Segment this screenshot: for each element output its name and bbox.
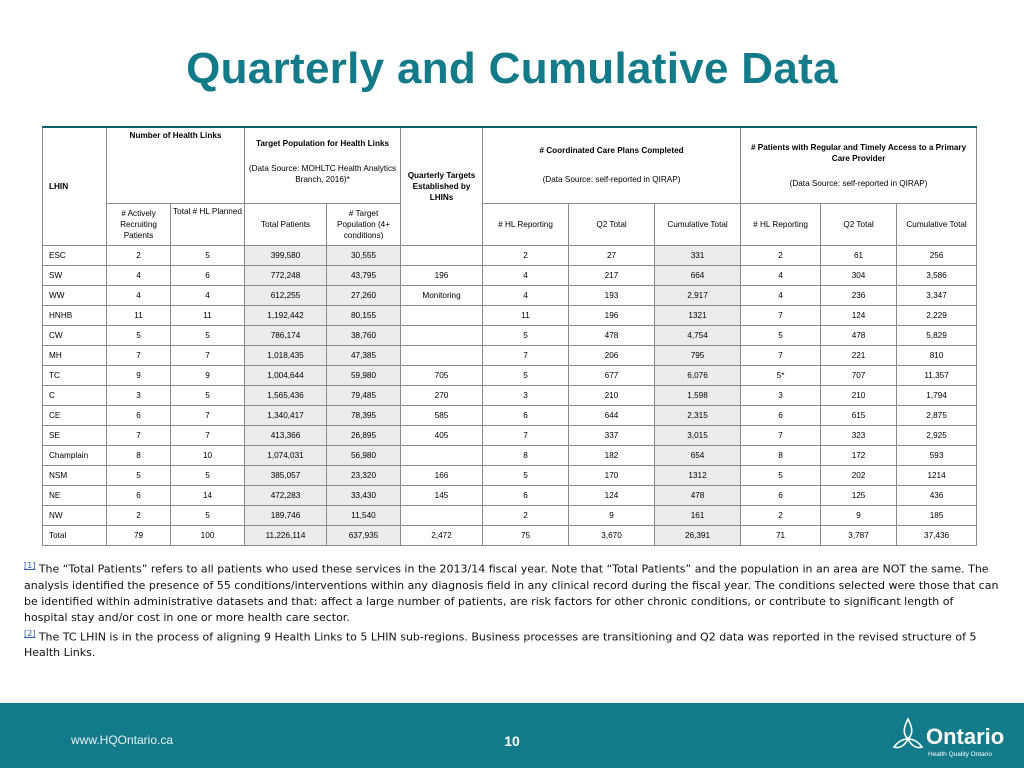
- cell-planned: 6: [171, 265, 245, 285]
- cell-active: 11: [107, 305, 171, 325]
- footnote-1-ref[interactable]: [1]: [24, 561, 36, 570]
- cell-ccp-hl: 7: [483, 345, 569, 365]
- cell-acc-cum: 436: [897, 485, 977, 505]
- cell-planned: 5: [171, 465, 245, 485]
- cell-ccp-hl: 2: [483, 245, 569, 265]
- cell-ccp-cum: 1,598: [655, 385, 741, 405]
- table-row: [43, 385, 977, 405]
- cell-ccp-cum: 6,076: [655, 365, 741, 385]
- footnote-2-ref[interactable]: [2]: [24, 628, 36, 638]
- cell-ccp-hl: 3: [483, 385, 569, 405]
- cell-acc-hl: 4: [741, 285, 821, 305]
- table-row: [43, 505, 977, 525]
- cell-ccp-hl: 7: [483, 425, 569, 445]
- cell-acc-cum: 1214: [897, 465, 977, 485]
- cell-quarterly: 270: [401, 385, 483, 405]
- cell-ccp-hl: 6: [483, 405, 569, 425]
- cell-acc-cum: 5,829: [897, 325, 977, 345]
- cell-target-pop: 30,555: [327, 245, 401, 265]
- cell-quarterly: [401, 325, 483, 345]
- cell-active: 8: [107, 445, 171, 465]
- cell-target-pop: 79,485: [327, 385, 401, 405]
- cell-ccp-q2: 206: [569, 345, 655, 365]
- cell-acc-q2: 478: [821, 325, 897, 345]
- cell-acc-cum: 37,436: [897, 525, 977, 545]
- cell-acc-hl: 2: [741, 245, 821, 265]
- cell-active: 5: [107, 325, 171, 345]
- cell-target-pop: 80,155: [327, 305, 401, 325]
- table-row: [43, 345, 977, 365]
- cell-target-pop: 47,385: [327, 345, 401, 365]
- cell-quarterly: [401, 245, 483, 265]
- cell-active: 4: [107, 285, 171, 305]
- cell-planned: 5: [171, 245, 245, 265]
- cell-acc-hl: 4: [741, 265, 821, 285]
- cell-total-patients: 612,255: [245, 285, 327, 305]
- cell-ccp-hl: 5: [483, 365, 569, 385]
- cell-target-pop: 637,935: [327, 525, 401, 545]
- cell-acc-hl: 6: [741, 485, 821, 505]
- cell-lhin: TC: [43, 365, 107, 385]
- cell-active: 79: [107, 525, 171, 545]
- footnote-2-text: The TC LHIN is in the process of aligning 9 Health Links to 5 LHIN sub-regions. Business processes are transitioning and Q2 data was reported in the revised structure of 5 Health Links.: [24, 630, 977, 660]
- cell-ccp-hl: 5: [483, 325, 569, 345]
- cell-target-pop: 43,795: [327, 265, 401, 285]
- cell-ccp-q2: 337: [569, 425, 655, 445]
- cell-planned: 10: [171, 445, 245, 465]
- cell-ccp-cum: 3,015: [655, 425, 741, 445]
- cell-ccp-cum: 654: [655, 445, 741, 465]
- cell-ccp-cum: 2,315: [655, 405, 741, 425]
- cell-acc-q2: 210: [821, 385, 897, 405]
- cell-total-patients: 413,366: [245, 425, 327, 445]
- cell-planned: 14: [171, 485, 245, 505]
- footnote-1: [24, 558, 1000, 626]
- cell-total-patients: 1,565,436: [245, 385, 327, 405]
- cell-lhin: MH: [43, 345, 107, 365]
- cell-planned: 9: [171, 365, 245, 385]
- cell-planned: 4: [171, 285, 245, 305]
- cell-lhin: NW: [43, 505, 107, 525]
- cell-acc-hl: 5: [741, 325, 821, 345]
- header-target-population-4plus: # Target Population (4+ conditions): [327, 203, 401, 245]
- cell-acc-hl: 2: [741, 505, 821, 525]
- cell-ccp-q2: 9: [569, 505, 655, 525]
- cell-lhin: C: [43, 385, 107, 405]
- cell-quarterly: 145: [401, 485, 483, 505]
- cell-total-patients: 1,340,417: [245, 405, 327, 425]
- cell-acc-q2: 236: [821, 285, 897, 305]
- table-row: [43, 245, 977, 265]
- cell-ccp-hl: 4: [483, 285, 569, 305]
- header-access-q2-total: Q2 Total: [821, 203, 897, 245]
- cell-ccp-cum: 26,391: [655, 525, 741, 545]
- cell-target-pop: 33,430: [327, 485, 401, 505]
- logo-subtitle: Health Quality Ontario: [928, 751, 992, 758]
- cell-quarterly: 585: [401, 405, 483, 425]
- header-ccp-q2-total: Q2 Total: [569, 203, 655, 245]
- cell-target-pop: 27,260: [327, 285, 401, 305]
- cell-ccp-hl: 4: [483, 265, 569, 285]
- cell-planned: 7: [171, 405, 245, 425]
- cell-ccp-q2: 644: [569, 405, 655, 425]
- cell-lhin: SE: [43, 425, 107, 445]
- header-actively-recruiting: # Actively Recruiting Patients: [107, 203, 171, 245]
- cell-ccp-hl: 11: [483, 305, 569, 325]
- cell-active: 6: [107, 485, 171, 505]
- table-row: [43, 405, 977, 425]
- cell-quarterly: 196: [401, 265, 483, 285]
- cell-active: 3: [107, 385, 171, 405]
- trillium-icon: [890, 717, 926, 757]
- header-access: # Patients with Regular and Timely Access to a Primary Care Provider (Data Source: self-reported in QIRAP): [741, 127, 977, 203]
- table-row: [43, 265, 977, 285]
- cell-ccp-cum: 161: [655, 505, 741, 525]
- cell-acc-q2: 221: [821, 345, 897, 365]
- cell-ccp-hl: 5: [483, 465, 569, 485]
- cell-ccp-cum: 795: [655, 345, 741, 365]
- cell-ccp-hl: 2: [483, 505, 569, 525]
- cell-acc-cum: 2,875: [897, 405, 977, 425]
- header-number-health-links: Number of Health Links: [107, 127, 245, 203]
- cell-target-pop: 11,540: [327, 505, 401, 525]
- cell-acc-q2: 172: [821, 445, 897, 465]
- header-total-hl-planned: Total # HL Planned: [171, 203, 245, 245]
- cell-total-patients: 1,004,644: [245, 365, 327, 385]
- cell-total-patients: 385,057: [245, 465, 327, 485]
- header-quarterly-targets: Quarterly Targets Established by LHINs: [401, 127, 483, 245]
- cell-ccp-q2: 182: [569, 445, 655, 465]
- cell-quarterly: 166: [401, 465, 483, 485]
- cell-acc-q2: 3,787: [821, 525, 897, 545]
- footnotes: [24, 558, 1000, 661]
- page-number: 10: [504, 733, 520, 749]
- cell-active: 4: [107, 265, 171, 285]
- cell-lhin: NSM: [43, 465, 107, 485]
- cell-acc-q2: 707: [821, 365, 897, 385]
- cell-ccp-q2: 27: [569, 245, 655, 265]
- header-target-population: Target Population for Health Links (Data Source: MOHLTC Health Analytics Branch, 2016)*: [245, 127, 401, 203]
- table-total-row: [43, 525, 977, 545]
- cell-active: 2: [107, 245, 171, 265]
- cell-lhin: CE: [43, 405, 107, 425]
- cell-active: 5: [107, 465, 171, 485]
- header-lhin: LHIN: [43, 127, 107, 245]
- cell-total-patients: 189,746: [245, 505, 327, 525]
- cell-target-pop: 56,980: [327, 445, 401, 465]
- cell-ccp-hl: 75: [483, 525, 569, 545]
- cell-lhin: Champlain: [43, 445, 107, 465]
- cell-ccp-cum: 1321: [655, 305, 741, 325]
- cell-acc-q2: 9: [821, 505, 897, 525]
- cell-planned: 7: [171, 425, 245, 445]
- cell-active: 7: [107, 425, 171, 445]
- cell-quarterly: 705: [401, 365, 483, 385]
- cell-planned: 11: [171, 305, 245, 325]
- cell-acc-hl: 7: [741, 345, 821, 365]
- cell-target-pop: 78,395: [327, 405, 401, 425]
- cell-active: 9: [107, 365, 171, 385]
- cell-total-patients: 472,283: [245, 485, 327, 505]
- cell-target-pop: 59,980: [327, 365, 401, 385]
- cell-acc-cum: 2,229: [897, 305, 977, 325]
- cell-ccp-q2: 478: [569, 325, 655, 345]
- cell-acc-cum: 593: [897, 445, 977, 465]
- cell-lhin: Total: [43, 525, 107, 545]
- cell-ccp-q2: 124: [569, 485, 655, 505]
- header-ccp-completed: # Coordinated Care Plans Completed (Data Source: self-reported in QIRAP): [483, 127, 741, 203]
- cell-target-pop: 26,895: [327, 425, 401, 445]
- footer-bar: [0, 703, 1024, 768]
- table-row: [43, 325, 977, 345]
- footnote-2: [24, 626, 1000, 662]
- cell-total-patients: 772,248: [245, 265, 327, 285]
- footnote-1-text: The “Total Patients” refers to all patients who used these services in the 2013/14 fiscal year. Note that “Total Patients” and the population in an area are NOT the same. The analysis identified the presence of 55 conditions/interventions within any diagnosis field in any clinical record during the fiscal year. The conditions selected were those that can be identified within administrative datasets and that: affect a large number of patients, are risk factors for other chronic conditions, or contribute to significant length of hospital stay and/or cost in one or more health care sector.: [24, 562, 999, 624]
- table-row: [43, 365, 977, 385]
- cell-lhin: SW: [43, 265, 107, 285]
- header-ccp-cumulative-total: Cumulative Total: [655, 203, 741, 245]
- cell-acc-q2: 61: [821, 245, 897, 265]
- table-row: [43, 465, 977, 485]
- cell-planned: 7: [171, 345, 245, 365]
- cell-ccp-q2: 677: [569, 365, 655, 385]
- cell-target-pop: 38,760: [327, 325, 401, 345]
- table-row: [43, 485, 977, 505]
- cell-planned: 5: [171, 505, 245, 525]
- cell-acc-cum: 3,347: [897, 285, 977, 305]
- cell-ccp-cum: 478: [655, 485, 741, 505]
- logo-wordmark: Ontario: [926, 724, 1005, 749]
- cell-acc-hl: 7: [741, 305, 821, 325]
- cell-ccp-hl: 8: [483, 445, 569, 465]
- cell-ccp-q2: 196: [569, 305, 655, 325]
- cell-ccp-q2: 217: [569, 265, 655, 285]
- cell-total-patients: 786,174: [245, 325, 327, 345]
- cell-acc-cum: 1,794: [897, 385, 977, 405]
- table-row: [43, 445, 977, 465]
- table-body: [43, 245, 977, 545]
- cell-lhin: ESC: [43, 245, 107, 265]
- cell-acc-hl: 7: [741, 425, 821, 445]
- cell-planned: 5: [171, 325, 245, 345]
- cell-acc-q2: 304: [821, 265, 897, 285]
- cell-acc-hl: 6: [741, 405, 821, 425]
- cell-total-patients: 11,226,114: [245, 525, 327, 545]
- cell-ccp-hl: 6: [483, 485, 569, 505]
- cell-lhin: HNHB: [43, 305, 107, 325]
- cell-ccp-q2: 210: [569, 385, 655, 405]
- cell-active: 6: [107, 405, 171, 425]
- table-row: [43, 425, 977, 445]
- page-title: Quarterly and Cumulative Data: [186, 44, 838, 93]
- cell-ccp-q2: 193: [569, 285, 655, 305]
- cell-acc-q2: 125: [821, 485, 897, 505]
- cell-acc-cum: 3,586: [897, 265, 977, 285]
- cell-target-pop: 23,320: [327, 465, 401, 485]
- cell-ccp-cum: 331: [655, 245, 741, 265]
- cell-acc-q2: 202: [821, 465, 897, 485]
- cell-ccp-q2: 3,670: [569, 525, 655, 545]
- cell-lhin: WW: [43, 285, 107, 305]
- cell-quarterly: [401, 305, 483, 325]
- cell-total-patients: 1,074,031: [245, 445, 327, 465]
- cell-total-patients: 399,580: [245, 245, 327, 265]
- cell-ccp-cum: 664: [655, 265, 741, 285]
- cell-quarterly: Monitoring: [401, 285, 483, 305]
- data-table-container: [42, 126, 966, 546]
- cell-ccp-q2: 170: [569, 465, 655, 485]
- cell-lhin: CW: [43, 325, 107, 345]
- quarterly-cumulative-table: [42, 126, 977, 546]
- cell-total-patients: 1,192,442: [245, 305, 327, 325]
- cell-acc-cum: 810: [897, 345, 977, 365]
- cell-quarterly: 2,472: [401, 525, 483, 545]
- cell-acc-cum: 185: [897, 505, 977, 525]
- cell-acc-cum: 2,925: [897, 425, 977, 445]
- cell-lhin: NE: [43, 485, 107, 505]
- header-access-hl-reporting: # HL Reporting: [741, 203, 821, 245]
- cell-quarterly: [401, 505, 483, 525]
- cell-quarterly: [401, 445, 483, 465]
- cell-acc-cum: 256: [897, 245, 977, 265]
- cell-acc-cum: 11,357: [897, 365, 977, 385]
- cell-acc-hl: 5*: [741, 365, 821, 385]
- cell-acc-hl: 8: [741, 445, 821, 465]
- cell-ccp-cum: 4,754: [655, 325, 741, 345]
- cell-acc-hl: 3: [741, 385, 821, 405]
- cell-acc-hl: 71: [741, 525, 821, 545]
- header-total-patients: Total Patients: [245, 203, 327, 245]
- ontario-logo: [890, 711, 1005, 763]
- cell-ccp-cum: 2,917: [655, 285, 741, 305]
- cell-acc-q2: 124: [821, 305, 897, 325]
- header-ccp-hl-reporting: # HL Reporting: [483, 203, 569, 245]
- cell-active: 2: [107, 505, 171, 525]
- cell-acc-hl: 5: [741, 465, 821, 485]
- table-row: [43, 305, 977, 325]
- header-access-cumulative-total: Cumulative Total: [897, 203, 977, 245]
- cell-total-patients: 1,018,435: [245, 345, 327, 365]
- cell-planned: 100: [171, 525, 245, 545]
- cell-ccp-cum: 1312: [655, 465, 741, 485]
- cell-active: 7: [107, 345, 171, 365]
- cell-acc-q2: 323: [821, 425, 897, 445]
- cell-acc-q2: 615: [821, 405, 897, 425]
- footer-url[interactable]: www.HQOntario.ca: [71, 733, 174, 747]
- cell-planned: 5: [171, 385, 245, 405]
- cell-quarterly: [401, 345, 483, 365]
- cell-quarterly: 405: [401, 425, 483, 445]
- table-row: [43, 285, 977, 305]
